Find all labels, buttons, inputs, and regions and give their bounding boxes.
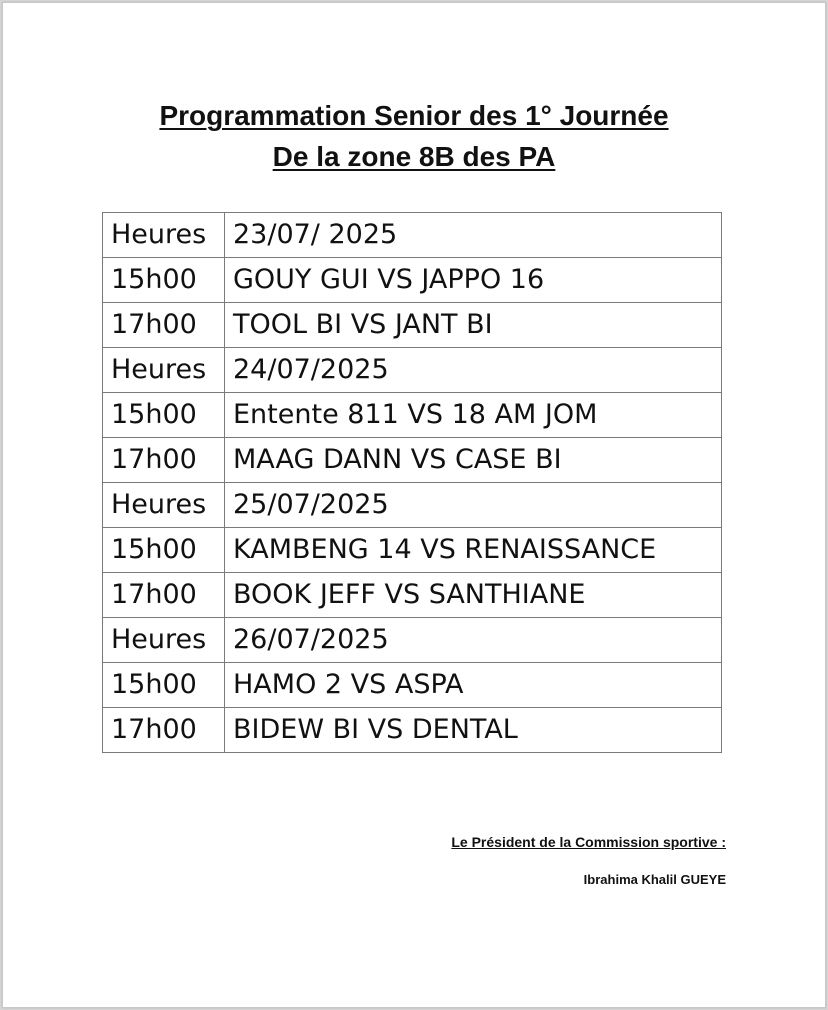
schedule-table-body [103, 213, 722, 753]
time-cell: 17h00 [103, 303, 225, 348]
schedule-match-row [103, 573, 722, 618]
match-cell: KAMBENG 14 VS RENAISSANCE [225, 528, 722, 573]
time-cell: 17h00 [103, 573, 225, 618]
time-cell: 15h00 [103, 663, 225, 708]
schedule-table [102, 212, 722, 753]
signature-role: Le Président de la Commission sportive : [451, 834, 726, 850]
match-cell: GOUY GUI VS JAPPO 16 [225, 258, 722, 303]
date-cell: 26/07/2025 [225, 618, 722, 663]
document-title-line-1: Programmation Senior des 1° Journée [159, 100, 669, 131]
schedule-match-row [103, 438, 722, 483]
time-cell: 15h00 [103, 528, 225, 573]
schedule-match-row [103, 528, 722, 573]
document-title-line-2: De la zone 8B des PA [272, 141, 556, 172]
schedule-match-row [103, 663, 722, 708]
hours-header-cell: Heures [103, 348, 225, 393]
match-cell: MAAG DANN VS CASE BI [225, 438, 722, 483]
schedule-match-row [103, 258, 722, 303]
signature-name: Ibrahima Khalil GUEYE [583, 872, 726, 887]
hours-header-cell: Heures [103, 618, 225, 663]
schedule-date-row [103, 213, 722, 258]
date-cell: 24/07/2025 [225, 348, 722, 393]
schedule-match-row [103, 393, 722, 438]
schedule-match-row [103, 303, 722, 348]
time-cell: 15h00 [103, 258, 225, 303]
time-cell: 17h00 [103, 438, 225, 483]
date-cell: 25/07/2025 [225, 483, 722, 528]
time-cell: 15h00 [103, 393, 225, 438]
schedule-date-row [103, 618, 722, 663]
time-cell: 17h00 [103, 708, 225, 753]
match-cell: HAMO 2 VS ASPA [225, 663, 722, 708]
schedule-date-row [103, 483, 722, 528]
date-cell: 23/07/ 2025 [225, 213, 722, 258]
match-cell: TOOL BI VS JANT BI [225, 303, 722, 348]
hours-header-cell: Heures [103, 483, 225, 528]
schedule-match-row [103, 708, 722, 753]
match-cell: BIDEW BI VS DENTAL [225, 708, 722, 753]
match-cell: BOOK JEFF VS SANTHIANE [225, 573, 722, 618]
schedule-date-row [103, 348, 722, 393]
hours-header-cell: Heures [103, 213, 225, 258]
match-cell: Entente 811 VS 18 AM JOM [225, 393, 722, 438]
